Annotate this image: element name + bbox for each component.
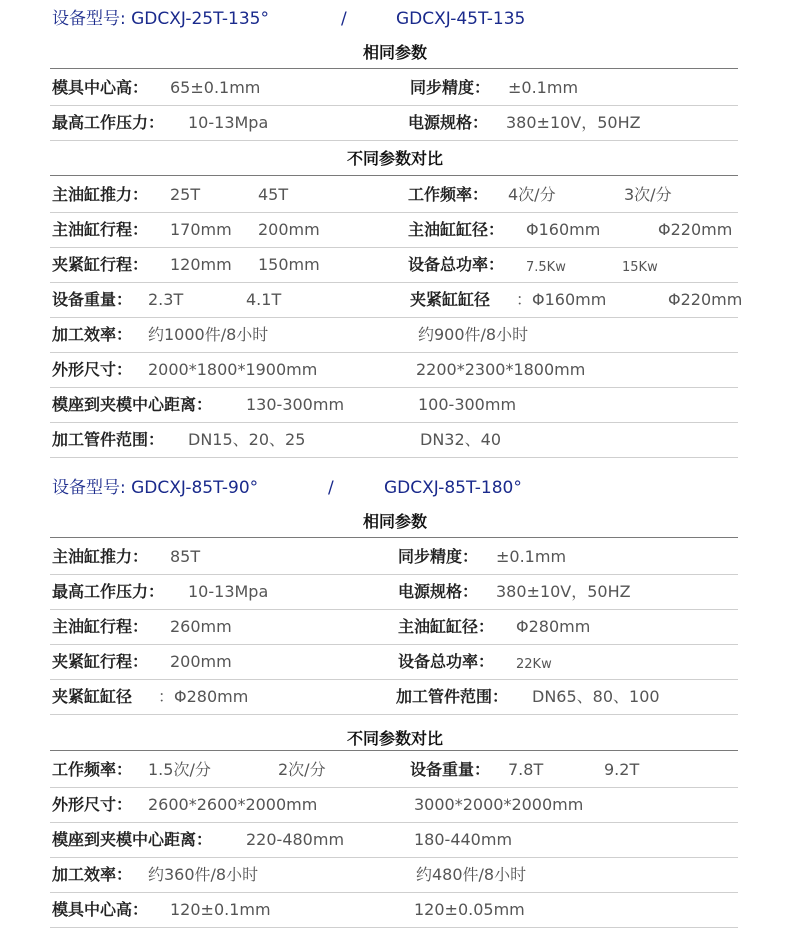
param-value-d: 9.2T <box>604 760 640 779</box>
table-row <box>50 177 738 213</box>
param-value-b: 约480件/8小时 <box>416 865 527 884</box>
param-value-a: 1.5次/分 <box>148 760 211 779</box>
param-value: ±0.1mm <box>508 78 579 97</box>
param-value-c: 7.8T <box>508 760 544 779</box>
param-value-d: 3次/分 <box>624 185 672 204</box>
param-value: 85T <box>170 547 201 566</box>
section-title-same: 相同参数 <box>362 512 427 531</box>
param-key: 最高工作压力： <box>52 582 165 601</box>
param-value-b: 3000*2000*2000mm <box>414 795 584 814</box>
param-value: 10-13Mpa <box>188 582 269 601</box>
param-key: 设备总功率： <box>398 652 495 671</box>
param-key: 主油缸行程： <box>52 617 149 636</box>
param-value: 65±0.1mm <box>170 78 261 97</box>
param-value-c: 4次/分 <box>508 185 556 204</box>
param-value-b: 4.1T <box>246 290 282 309</box>
param-key: 夹紧缸缸径 <box>52 687 133 706</box>
param-key: 加工效率： <box>52 325 133 344</box>
param-value: 200mm <box>170 652 232 671</box>
param-value-b: 45T <box>258 185 289 204</box>
param-value-b: DN32、40 <box>420 430 502 449</box>
param-value: Φ280mm <box>516 617 591 636</box>
divider <box>50 175 738 176</box>
param-value-d: Φ220mm <box>668 290 743 309</box>
param-value: 10-13Mpa <box>188 113 269 132</box>
table-row <box>50 317 738 353</box>
param-key: 同步精度： <box>398 547 479 566</box>
param-key: 外形尺寸： <box>52 360 133 379</box>
param-value-a: 2.3T <box>148 290 184 309</box>
param-key: 同步精度： <box>410 78 491 97</box>
param-value: 380±10V，50HZ <box>506 113 641 132</box>
param-value-a: 约1000件/8小时 <box>148 325 269 344</box>
param-key: 主油缸缸径： <box>398 617 495 636</box>
table-row <box>50 574 738 610</box>
param-key: 模具中心高： <box>52 78 149 97</box>
table-row <box>50 212 738 248</box>
param-value-a: 约360件/8小时 <box>148 865 259 884</box>
table-row <box>50 644 738 680</box>
model-separator: / <box>328 478 334 498</box>
param-key: 设备重量： <box>52 290 133 309</box>
param-key: 设备重量： <box>410 760 491 779</box>
param-key: 主油缸推力： <box>52 185 149 204</box>
param-value-a: 120±0.1mm <box>170 900 271 919</box>
divider <box>50 68 738 69</box>
param-value-b: 120±0.05mm <box>414 900 525 919</box>
section-title-diff: 不同参数对比 <box>346 149 443 168</box>
param-key: 加工效率： <box>52 865 133 884</box>
param-key: 模座到夹模中心距离： <box>52 395 213 414</box>
model-separator: / <box>341 9 347 29</box>
param-value-b: 100-300mm <box>418 395 517 414</box>
param-key: 设备总功率： <box>408 255 505 274</box>
table-row <box>50 822 738 858</box>
table-row <box>50 679 738 715</box>
param-key: 加工管件范围： <box>52 430 165 449</box>
param-value-b: 150mm <box>258 255 320 274</box>
param-value-c: 7.5Kw <box>526 260 566 275</box>
param-key: 夹紧缸行程： <box>52 255 149 274</box>
table-row <box>50 609 738 645</box>
model-label: 设备型号: GDCXJ-25T-135° <box>52 9 269 29</box>
param-value-b: 2次/分 <box>278 760 326 779</box>
table-row <box>50 787 738 823</box>
model-label-2: GDCXJ-45T-135 <box>396 9 526 29</box>
param-key: 主油缸推力： <box>52 547 149 566</box>
param-value-b: 200mm <box>258 220 320 239</box>
param-value-c: ：Φ160mm <box>516 290 607 309</box>
param-key: 加工管件范围： <box>396 687 509 706</box>
param-value-c: Φ160mm <box>526 220 601 239</box>
param-value-a: 170mm <box>170 220 232 239</box>
param-value-b: 约900件/8小时 <box>418 325 529 344</box>
param-value: DN65、80、100 <box>532 687 660 706</box>
model-label-2: GDCXJ-85T-180° <box>384 478 522 498</box>
param-value-b: 2200*2300*1800mm <box>416 360 586 379</box>
divider <box>50 537 738 538</box>
param-value-d: Φ220mm <box>658 220 733 239</box>
param-key: 夹紧缸行程： <box>52 652 149 671</box>
param-key: 最高工作压力： <box>52 113 165 132</box>
param-value-d: 15Kw <box>622 260 658 275</box>
table-row <box>50 752 738 788</box>
table-row <box>50 247 738 283</box>
param-key: 模座到夹模中心距离： <box>52 830 213 849</box>
table-row <box>50 105 738 141</box>
table-row <box>50 539 738 575</box>
table-row <box>50 70 738 106</box>
param-value-a: DN15、20、25 <box>188 430 306 449</box>
table-row <box>50 352 738 388</box>
param-value: 380±10V，50HZ <box>496 582 631 601</box>
param-key: 主油缸缸径： <box>408 220 505 239</box>
param-key: 主油缸行程： <box>52 220 149 239</box>
divider <box>50 750 738 751</box>
param-value-a: 220-480mm <box>246 830 345 849</box>
model-label: 设备型号: GDCXJ-85T-90° <box>52 478 259 498</box>
param-key: 夹紧缸缸径 <box>410 290 491 309</box>
param-value-a: 25T <box>170 185 201 204</box>
param-key: 模具中心高： <box>52 900 149 919</box>
param-value: ：Φ280mm <box>158 687 249 706</box>
section-title-same: 相同参数 <box>362 43 427 62</box>
param-value-a: 120mm <box>170 255 232 274</box>
table-row <box>50 857 738 893</box>
param-value-b: 180-440mm <box>414 830 513 849</box>
param-value: ±0.1mm <box>496 547 567 566</box>
param-value-a: 130-300mm <box>246 395 345 414</box>
param-key: 电源规格： <box>408 113 489 132</box>
table-row <box>50 422 738 458</box>
table-row <box>50 892 738 928</box>
param-key: 工作频率： <box>408 185 489 204</box>
param-key: 电源规格： <box>398 582 479 601</box>
param-key: 工作频率： <box>52 760 133 779</box>
section-title-diff: 不同参数对比 <box>346 729 443 748</box>
table-row <box>50 282 743 318</box>
param-value: 22Kw <box>516 657 552 672</box>
param-value-a: 2600*2600*2000mm <box>148 795 318 814</box>
param-value-a: 2000*1800*1900mm <box>148 360 318 379</box>
table-row <box>50 387 738 423</box>
param-key: 外形尺寸： <box>52 795 133 814</box>
param-value: 260mm <box>170 617 232 636</box>
